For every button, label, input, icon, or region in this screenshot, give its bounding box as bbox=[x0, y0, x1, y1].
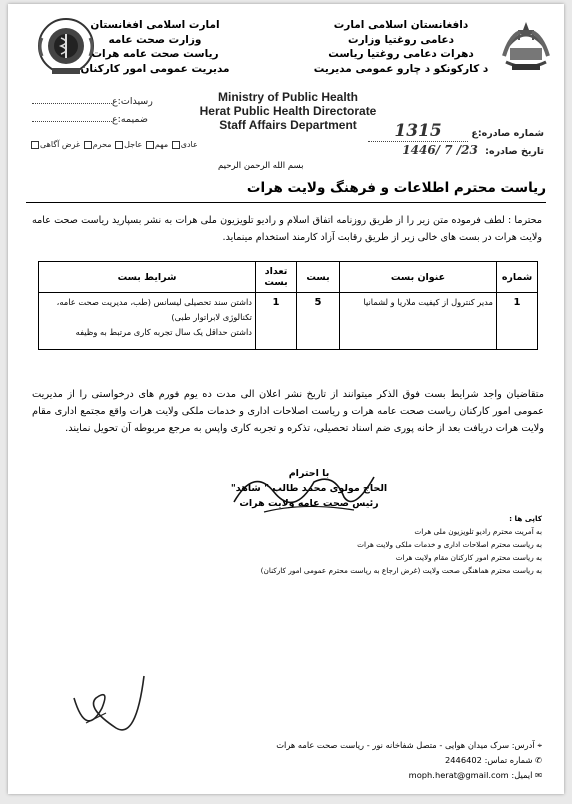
letter-page bbox=[8, 4, 564, 794]
header-dari bbox=[80, 18, 230, 76]
condition-line: داشتن حداقل یک سال تجربه کاری مرتبط به وظیفه bbox=[75, 327, 252, 337]
issue-date-label: تاریخ صادره: bbox=[485, 146, 544, 157]
footer-address: ⌖ آدرس: سرک میدان هوایی - متصل شفاخانه نور - ریاست صحت عامه هرات bbox=[276, 740, 542, 750]
header-line: امارت اسلامی افغانستان bbox=[90, 19, 220, 31]
col-header-title: عنوان بست bbox=[340, 262, 497, 293]
cell-number: 1 bbox=[497, 293, 538, 350]
received-label: رسیدات:ع bbox=[112, 96, 153, 107]
phone-icon: ✆ bbox=[532, 755, 542, 765]
table-header-row bbox=[39, 262, 538, 293]
cell-conditions bbox=[39, 293, 256, 350]
mail-icon: ✉ bbox=[532, 770, 542, 780]
issue-number-value: 1315 bbox=[368, 121, 468, 142]
signer-title: رئیس صحت عامه ولایت هرات bbox=[239, 498, 379, 509]
attachment-label: ضمیمه:ع bbox=[112, 114, 148, 125]
priority-option[interactable]: عادی bbox=[171, 140, 198, 149]
signer-name: الحاج مولوی محمد طالب " شاهد" bbox=[230, 483, 388, 494]
issue-number-field bbox=[368, 121, 544, 142]
issue-date-value: 1446/ 7 /23 bbox=[402, 143, 478, 157]
col-header-count: تعداد بست bbox=[256, 262, 297, 293]
cell-title: مدیر کنترول از کیفیت ملاریا و لشمانیا bbox=[340, 293, 497, 350]
english-line: Herat Public Health Directorate bbox=[199, 104, 377, 118]
issue-number-label: شماره صادره:ع bbox=[471, 128, 544, 139]
cell-grade: 5 bbox=[297, 293, 340, 350]
col-header-number: شماره bbox=[497, 262, 538, 293]
title-divider bbox=[26, 202, 546, 203]
list-item: به ریاست محترم اصلاحات اداری و خدمات ملکی ولایت هرات bbox=[357, 540, 542, 549]
header-line: ریاست صحت عامه هرات bbox=[91, 48, 219, 60]
header-pashto bbox=[296, 18, 506, 76]
footer-phone: ✆ شماره تماس: 2446402 bbox=[444, 755, 542, 765]
col-header-conditions: شرایط بست bbox=[39, 262, 256, 293]
header-line: دهرات دعامی روغتیا ریاست bbox=[328, 48, 474, 60]
english-line: Staff Affairs Department bbox=[219, 118, 357, 132]
signature-block bbox=[204, 466, 414, 511]
footer-contact bbox=[162, 738, 542, 783]
handwritten-initials bbox=[66, 668, 150, 744]
issue-date-field bbox=[402, 143, 544, 157]
basmala: بسم الله الرحمن الرحیم bbox=[218, 161, 304, 171]
table-row bbox=[39, 293, 538, 350]
col-header-grade: بست bbox=[297, 262, 340, 293]
priority-option[interactable]: غرض آگاهی bbox=[30, 140, 80, 149]
vacancy-table bbox=[38, 261, 538, 350]
copies-list bbox=[222, 512, 542, 577]
list-item: به ریاست محترم هماهنگی صحت ولایت (غرض ارجاع به ریاست محترم عمومی امور کارکنان) bbox=[260, 566, 542, 575]
letter-title: ریاست محترم اطلاعات و فرهنگ ولایت هرات bbox=[246, 180, 546, 196]
priority-option[interactable]: عاجل bbox=[114, 140, 142, 149]
priority-option[interactable]: محرم bbox=[83, 140, 112, 149]
received-field bbox=[32, 96, 153, 107]
footer-email[interactable]: ✉ ایمیل: moph.herat@gmail.com bbox=[408, 770, 542, 780]
header-line: وزارت صحت عامه bbox=[108, 33, 202, 46]
location-pin-icon: ⌖ bbox=[534, 740, 542, 750]
header-line: دافغانستان اسلامی امارت bbox=[333, 19, 469, 31]
letter-intro: محترما : لطف فرموده متن زیر را از طریق روزنامه اتفاق اسلام و رادیو تلویزیون ملی هرات به نشر بسپارید ریاست صحت عامه ولایت هرات در بست های خالی زیر از طریق رقابت آزاد کارمند استخدام مینماید. bbox=[32, 215, 542, 243]
header-line: د کارکونکو د چارو عمومی مدیریت bbox=[313, 62, 489, 75]
list-item: به آمریت محترم رادیو تلویزیون ملی هرات bbox=[414, 527, 542, 536]
header-line: دعامی روغتیا وزارت bbox=[348, 33, 454, 46]
copies-title: کاپی ها : bbox=[509, 514, 542, 523]
english-line: Ministry of Public Health bbox=[217, 90, 358, 104]
header-line: مدیریت عمومی امور کارکنان bbox=[80, 62, 230, 75]
condition-line: داشتن سند تحصیلی لیسانس (طب، مدیریت صحت عامه، تکنالوژی لابراتوار طبی) bbox=[56, 297, 252, 322]
attachment-field bbox=[32, 114, 148, 125]
list-item: به ریاست محترم امور کارکنان مقام ولایت هرات bbox=[395, 553, 542, 562]
cell-count: 1 bbox=[256, 293, 297, 350]
priority-option[interactable]: مهم bbox=[145, 140, 168, 149]
letter-body: متقاضیان واجد شرایط بست فوق الذکر میتوانند از تاریخ نشر اعلان الی مدت ده یوم فورم های درخواستی را از مدیریت عمومی امور کارکنان ریاست صحت عامه هرات و ریاست اصلاحات اداری و خدمات ملکی ولایت هرات واقع مجتمع اداری مقام ولایت هرات دریافت بعد از خانه پوری ضم اسناد تحصیلی، تذکره و تجربه کاری واپس به مرجع مربوطه آن تحویل نمایند. bbox=[32, 389, 544, 434]
closing: با احترام bbox=[288, 468, 330, 479]
priority-options bbox=[30, 140, 198, 149]
